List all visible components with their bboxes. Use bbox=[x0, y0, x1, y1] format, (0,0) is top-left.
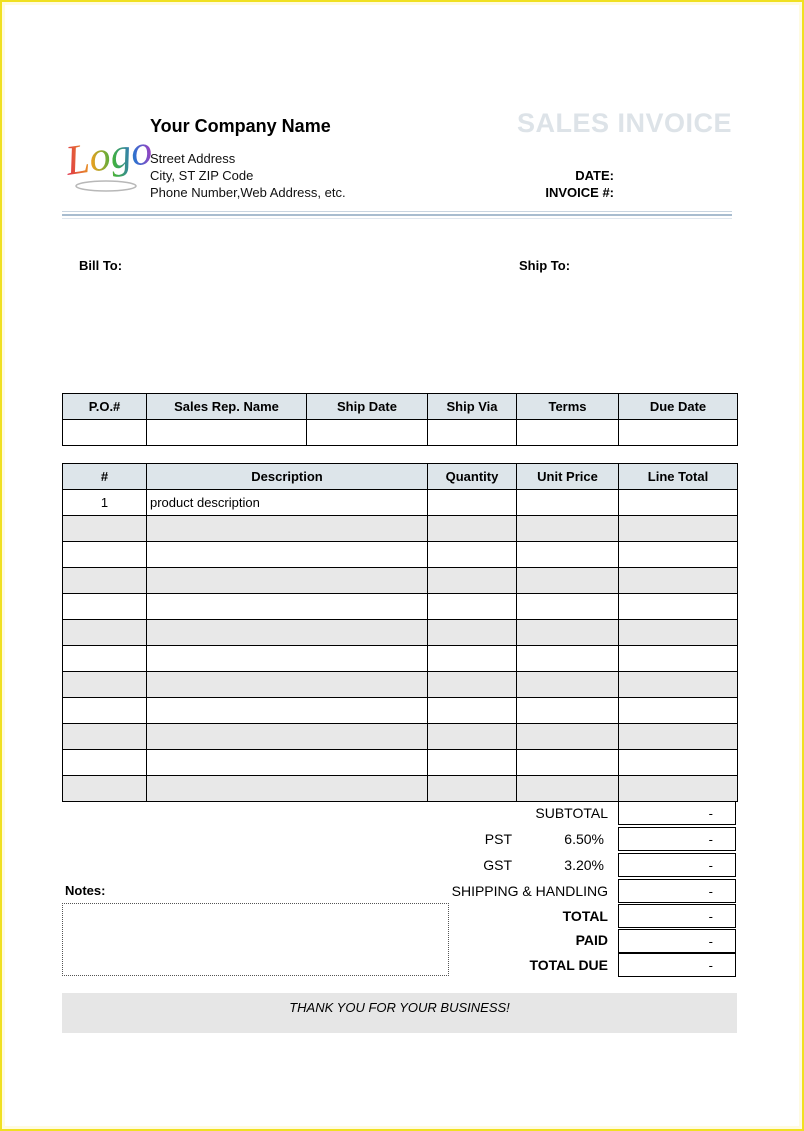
item-number bbox=[63, 594, 147, 620]
total-due-value: - bbox=[618, 953, 736, 977]
line-item-row bbox=[63, 698, 738, 724]
item-quantity bbox=[428, 672, 517, 698]
item-line-total bbox=[619, 490, 738, 516]
line-total-header: Line Total bbox=[619, 464, 738, 490]
item-unit-price bbox=[517, 724, 619, 750]
line-item-row bbox=[63, 646, 738, 672]
terms-header: Terms bbox=[517, 394, 619, 420]
company-logo bbox=[63, 118, 155, 198]
sales-rep-value bbox=[147, 420, 307, 446]
item-description bbox=[147, 646, 428, 672]
line-item-row bbox=[63, 620, 738, 646]
header-rule-middle bbox=[62, 214, 732, 216]
item-description bbox=[147, 698, 428, 724]
item-line-total bbox=[619, 724, 738, 750]
item-number bbox=[63, 724, 147, 750]
order-info-value-row bbox=[63, 420, 738, 446]
item-line-total bbox=[619, 698, 738, 724]
item-description bbox=[147, 620, 428, 646]
item-unit-price bbox=[517, 672, 619, 698]
line-item-row bbox=[63, 542, 738, 568]
item-unit-price bbox=[517, 750, 619, 776]
paid-label: PAID bbox=[575, 932, 608, 948]
items-body bbox=[63, 490, 738, 802]
item-quantity bbox=[428, 698, 517, 724]
bill-to-label: Bill To: bbox=[79, 258, 123, 273]
item-number bbox=[63, 646, 147, 672]
total-due-label: TOTAL DUE bbox=[529, 957, 608, 973]
item-line-total bbox=[619, 750, 738, 776]
item-description bbox=[147, 516, 428, 542]
subtotal-label: SUBTOTAL bbox=[535, 805, 608, 821]
item-line-total bbox=[619, 646, 738, 672]
subtotal-value: - bbox=[618, 801, 736, 825]
notes-box[interactable] bbox=[62, 903, 449, 976]
item-line-total bbox=[619, 516, 738, 542]
item-line-total bbox=[619, 672, 738, 698]
item-quantity bbox=[428, 646, 517, 672]
line-item-row bbox=[63, 724, 738, 750]
line-item-row bbox=[63, 776, 738, 802]
item-line-total bbox=[619, 542, 738, 568]
item-number: 1 bbox=[63, 490, 147, 516]
item-unit-price bbox=[517, 646, 619, 672]
gst-value: - bbox=[618, 853, 736, 877]
item-line-total bbox=[619, 568, 738, 594]
due-date-value bbox=[619, 420, 738, 446]
item-unit-price bbox=[517, 594, 619, 620]
item-number bbox=[63, 568, 147, 594]
ship-via-value bbox=[428, 420, 517, 446]
item-unit-price bbox=[517, 490, 619, 516]
item-quantity bbox=[428, 724, 517, 750]
line-item-row bbox=[63, 568, 738, 594]
item-quantity bbox=[428, 490, 517, 516]
item-quantity bbox=[428, 516, 517, 542]
gst-label: GST bbox=[483, 857, 512, 873]
item-number bbox=[63, 750, 147, 776]
po-value bbox=[63, 420, 147, 446]
item-line-total bbox=[619, 620, 738, 646]
item-description bbox=[147, 542, 428, 568]
order-info-table bbox=[62, 393, 738, 446]
shipping-value: - bbox=[618, 879, 736, 903]
item-description bbox=[147, 724, 428, 750]
ship-date-header: Ship Date bbox=[307, 394, 428, 420]
quantity-header: Quantity bbox=[428, 464, 517, 490]
ship-via-header: Ship Via bbox=[428, 394, 517, 420]
company-name: Your Company Name bbox=[150, 116, 331, 136]
date-label: DATE: bbox=[575, 168, 614, 183]
item-unit-price bbox=[517, 542, 619, 568]
item-description bbox=[147, 672, 428, 698]
terms-value bbox=[517, 420, 619, 446]
item-description bbox=[147, 568, 428, 594]
item-number bbox=[63, 776, 147, 802]
company-street: Street Address bbox=[150, 151, 236, 166]
sales-rep-header: Sales Rep. Name bbox=[147, 394, 307, 420]
thank-you-banner bbox=[62, 993, 737, 1033]
company-city: City, ST ZIP Code bbox=[150, 168, 254, 183]
item-quantity bbox=[428, 542, 517, 568]
item-line-total bbox=[619, 776, 738, 802]
item-description bbox=[147, 750, 428, 776]
item-number bbox=[63, 698, 147, 724]
invoice-title: SALES INVOICE bbox=[516, 108, 732, 138]
item-unit-price bbox=[517, 698, 619, 724]
line-item-row bbox=[63, 672, 738, 698]
item-unit-price bbox=[517, 620, 619, 646]
line-item-row bbox=[63, 516, 738, 542]
item-number bbox=[63, 542, 147, 568]
ship-date-value bbox=[307, 420, 428, 446]
paid-value: - bbox=[618, 929, 736, 953]
pst-value: - bbox=[618, 827, 736, 851]
ship-to-label: Ship To: bbox=[519, 258, 571, 273]
item-quantity bbox=[428, 620, 517, 646]
item-unit-price bbox=[517, 568, 619, 594]
item-description bbox=[147, 594, 428, 620]
notes-label: Notes: bbox=[65, 883, 106, 898]
line-items-table bbox=[62, 463, 738, 802]
unit-price-header: Unit Price bbox=[517, 464, 619, 490]
pst-rate: 6.50% bbox=[564, 831, 604, 847]
item-quantity bbox=[428, 750, 517, 776]
item-number bbox=[63, 516, 147, 542]
item-quantity bbox=[428, 594, 517, 620]
item-unit-price bbox=[517, 776, 619, 802]
header-rule-bottom bbox=[62, 218, 732, 219]
item-quantity bbox=[428, 776, 517, 802]
item-line-total bbox=[619, 594, 738, 620]
item-number bbox=[63, 672, 147, 698]
item-unit-price bbox=[517, 516, 619, 542]
item-description bbox=[147, 776, 428, 802]
line-item-row bbox=[63, 750, 738, 776]
due-date-header: Due Date bbox=[619, 394, 738, 420]
thank-you-text: THANK YOU FOR YOUR BUSINESS! bbox=[289, 1000, 510, 1015]
line-item-row bbox=[63, 490, 738, 516]
item-quantity bbox=[428, 568, 517, 594]
po-header: P.O.# bbox=[63, 394, 147, 420]
item-description: product description bbox=[147, 490, 428, 516]
description-header: Description bbox=[147, 464, 428, 490]
item-number-header: # bbox=[63, 464, 147, 490]
pst-label: PST bbox=[484, 831, 512, 847]
gst-rate: 3.20% bbox=[564, 857, 604, 873]
header-rule-top bbox=[62, 211, 732, 212]
total-label: TOTAL bbox=[562, 908, 608, 924]
line-item-row bbox=[63, 594, 738, 620]
invoice-number-label: INVOICE #: bbox=[545, 185, 614, 200]
svg-text:Logo: Logo bbox=[63, 127, 155, 185]
items-header-row bbox=[63, 464, 738, 490]
shipping-label: SHIPPING & HANDLING bbox=[451, 883, 608, 899]
item-number bbox=[63, 620, 147, 646]
total-value: - bbox=[618, 904, 736, 928]
company-contact: Phone Number,Web Address, etc. bbox=[150, 185, 346, 200]
order-info-header-row bbox=[63, 394, 738, 420]
